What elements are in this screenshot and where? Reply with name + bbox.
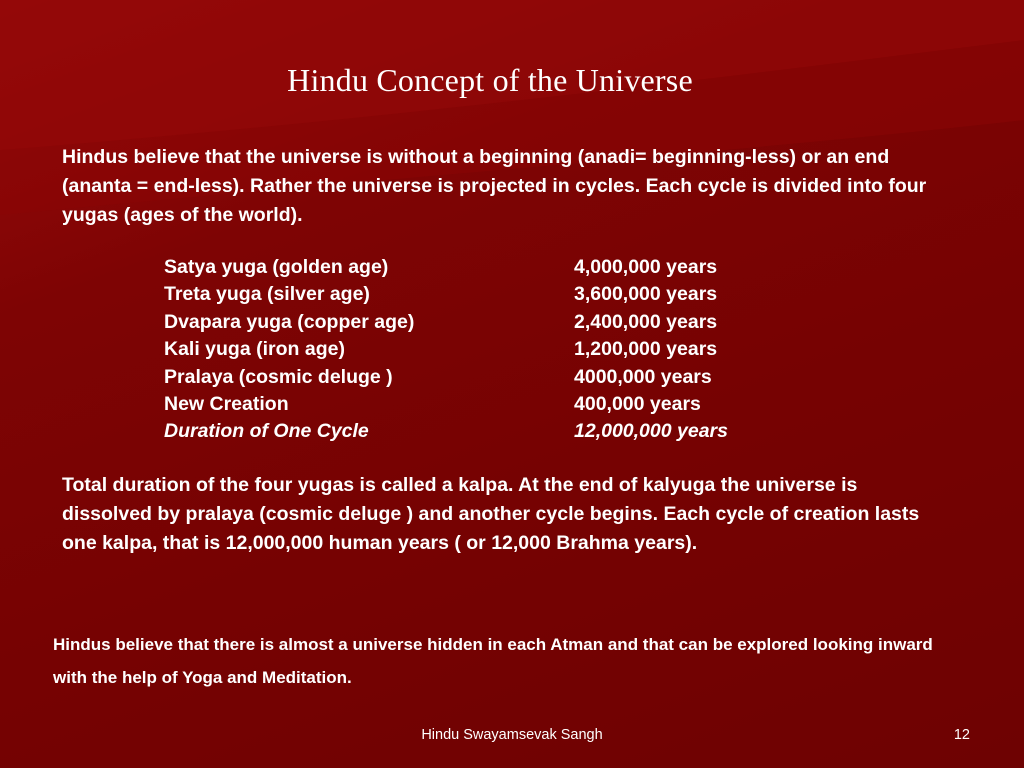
table-row [164,391,804,418]
yuga-name: Treta yuga (silver age) [164,283,370,306]
title-container [0,62,980,99]
table-row [164,336,804,363]
yuga-duration: 1,200,000 years [574,338,718,361]
total-label: Duration of One Cycle [164,420,369,443]
total-row [164,418,804,445]
yuga-duration: 3,600,000 years [574,283,718,306]
table-row [164,364,804,391]
slide-title: Hindu Concept of the Universe [287,62,693,98]
yuga-duration: 400,000 years [574,393,701,416]
intro-paragraph: Hindus believe that the universe is without a beginning (anadi= beginning-less) or an end (ananta = end-less). Rather the universe is projected in cycles. Each cycle is divided into four yugas (ages of the world). [62,146,927,226]
yuga-name: New Creation [164,393,289,416]
yuga-name: Dvapara yuga (copper age) [164,310,415,333]
yuga-name: Pralaya (cosmic deluge ) [164,365,393,388]
yuga-duration: 4,000,000 years [574,256,718,278]
page-number: 12 [953,727,970,743]
table-row [164,254,804,281]
footer-organization: Hindu Swayamsevak Sangh [421,727,603,743]
total-duration: 12,000,000 years [574,420,728,443]
table-row [164,309,804,336]
yuga-name: Kali yuga (iron age) [164,338,345,361]
yuga-table [164,254,804,446]
atman-paragraph: Hindus believe that there is almost a universe hidden in each Atman and that can be explored looking inward with the help of Yoga and Meditation. [53,635,933,687]
table-row [164,281,804,308]
yuga-name: Satya yuga (golden age) [164,256,389,278]
yuga-duration: 4000,000 years [574,365,712,388]
yuga-duration: 2,400,000 years [574,310,718,333]
kalpa-paragraph: Total duration of the four yugas is called a kalpa. At the end of kalyuga the universe is dissolved by pralaya (cosmic deluge ) and another cycle begins. Each cycle of creation lasts one kalpa, that is 12,000,000 human years ( or 12,000 Brahma years). [62,474,920,554]
